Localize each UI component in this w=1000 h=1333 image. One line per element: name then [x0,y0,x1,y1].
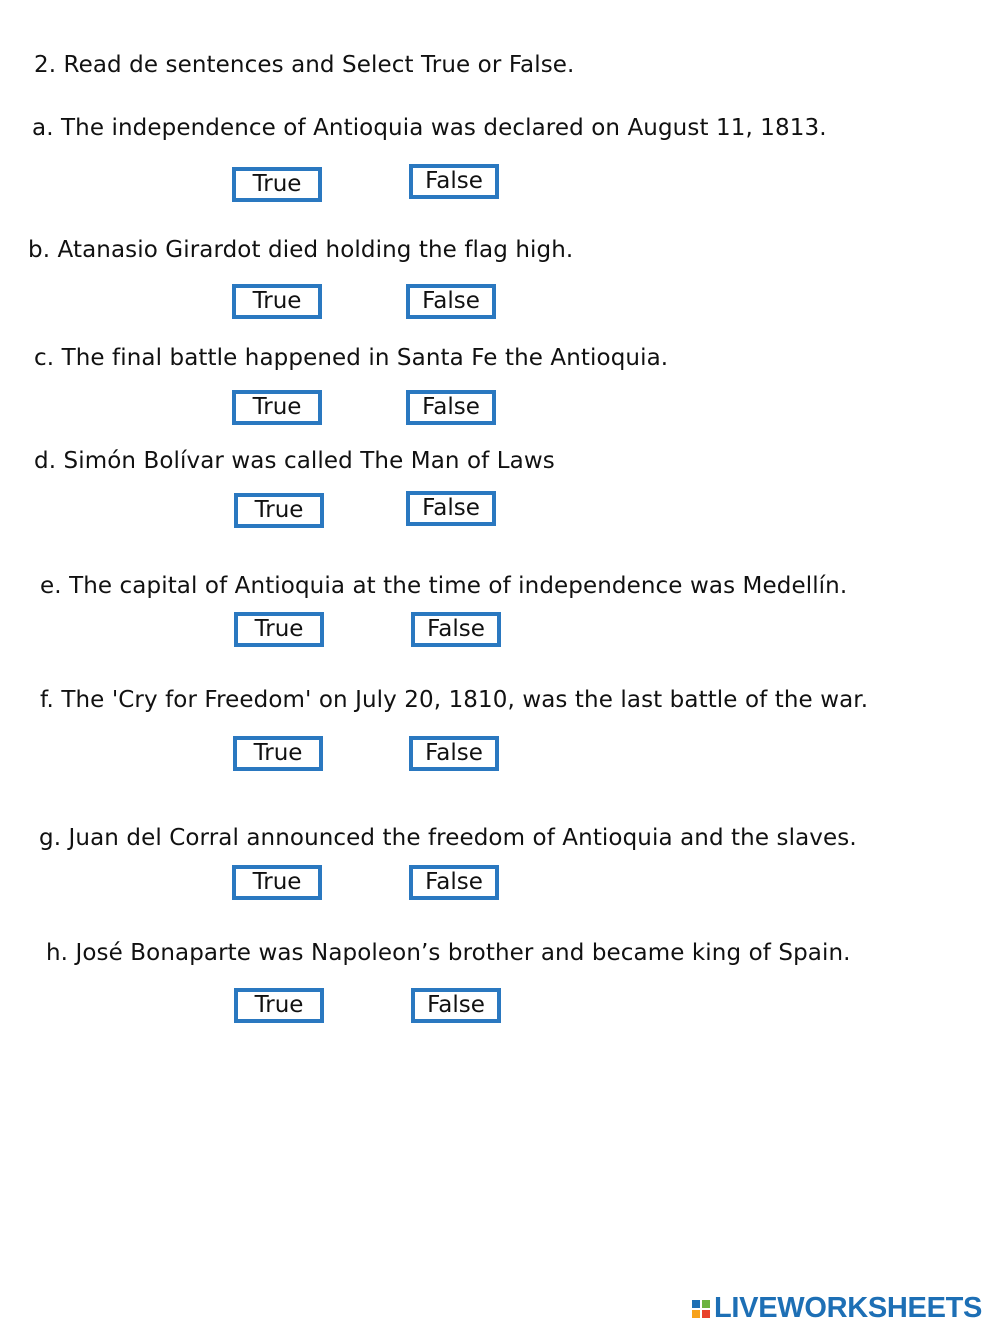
question-f-false-button[interactable]: False [409,736,499,771]
logo-square [702,1300,710,1308]
question-d-text: d. Simón Bolívar was called The Man of Laws [34,448,555,474]
question-c-true-button[interactable]: True [232,390,322,425]
question-g-text: g. Juan del Corral announced the freedom of Antioquia and the slaves. [39,825,857,851]
question-d-true-button[interactable]: True [234,493,324,528]
question-h-false-button[interactable]: False [411,988,501,1023]
question-b-true-button[interactable]: True [232,284,322,319]
question-c-text: c. The final battle happened in Santa Fe the Antioquia. [34,345,669,371]
brand-name: LIVEWORKSHEETS [714,1292,983,1324]
liveworksheets-brand [692,1292,982,1325]
question-f-text: f. The 'Cry for Freedom' on July 20, 1810, was the last battle of the war. [40,687,869,713]
instructions: 2. Read de sentences and Select True or False. [34,52,575,78]
question-f-true-button[interactable]: True [233,736,323,771]
question-d-false-button[interactable]: False [406,491,496,526]
question-a-text: a. The independence of Antioquia was declared on August 11, 1813. [32,115,827,141]
question-e-false-button[interactable]: False [411,612,501,647]
question-h-text: h. José Bonaparte was Napoleon’s brother and became king of Spain. [46,940,851,966]
question-a-false-button[interactable]: False [409,164,499,199]
question-c-false-button[interactable]: False [406,390,496,425]
question-a-true-button[interactable]: True [232,167,322,202]
question-g-true-button[interactable]: True [232,865,322,900]
question-e-true-button[interactable]: True [234,612,324,647]
liveworksheets-logo-icon [692,1300,710,1318]
question-g-false-button[interactable]: False [409,865,499,900]
logo-square [702,1310,710,1318]
question-h-true-button[interactable]: True [234,988,324,1023]
logo-square [692,1300,700,1308]
question-b-false-button[interactable]: False [406,284,496,319]
logo-square [692,1310,700,1318]
question-b-text: b. Atanasio Girardot died holding the flag high. [28,237,574,263]
question-e-text: e. The capital of Antioquia at the time of independence was Medellín. [40,573,848,599]
